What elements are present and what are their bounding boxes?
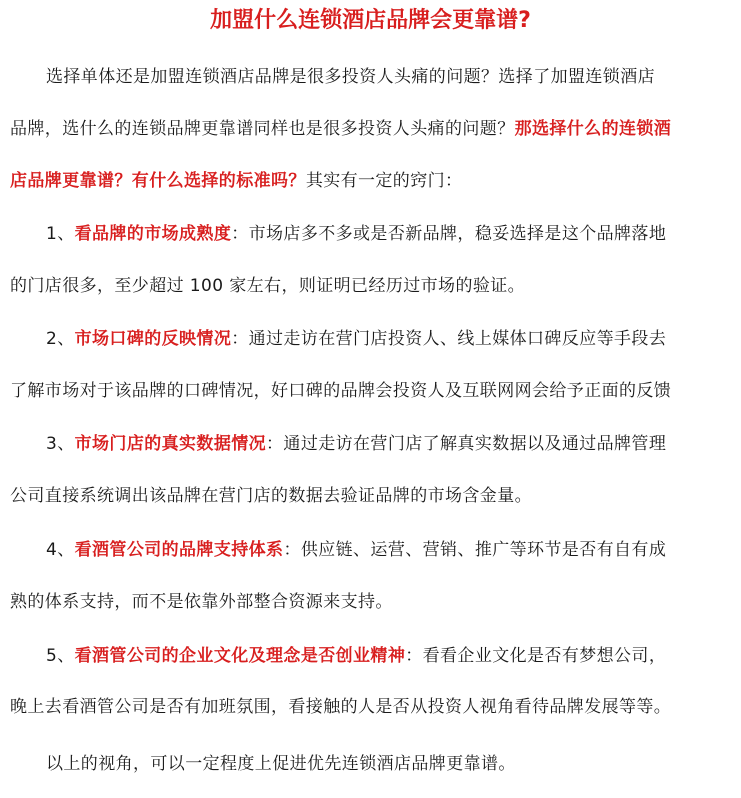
item-5-line-2 (10, 694, 735, 720)
item-text: 公司直接系统调出该品牌在营门店的数据去验证品牌的市场含金量。 (10, 486, 532, 506)
item-1-line-1 (46, 221, 736, 247)
item-number: 5、 (46, 646, 75, 666)
item-4-line-2 (10, 589, 735, 615)
item-number: 1、 (46, 224, 75, 244)
item-3-line-2 (10, 483, 735, 509)
item-5-line-1 (46, 643, 736, 669)
intro-line-1 (46, 64, 736, 90)
item-1-line-2 (10, 273, 735, 299)
item-text: ：通过走访在营门店了解真实数据以及通过品牌管理 (266, 434, 667, 454)
item-heading: 看品牌的市场成熟度 (74, 224, 232, 244)
item-4-line-1 (46, 537, 736, 563)
intro-line-2 (10, 116, 735, 142)
item-heading: 市场口碑的反映情况 (74, 329, 232, 349)
item-text: ：通过走访在营门店投资人、线上媒体口碑反应等手段去 (231, 329, 667, 349)
conclusion (46, 751, 736, 777)
item-heading: 看酒管公司的企业文化及理念是否创业精神 (74, 646, 406, 666)
intro-text: 品牌，选什么的连锁品牌更靠谱同样也是很多投资人头痛的问题？ (10, 119, 515, 139)
intro-highlight: 那选择什么的连锁酒 (514, 119, 672, 139)
item-text: 的门店很多，至少超过 100 家左右，则证明已经历过市场的验证。 (10, 276, 526, 296)
item-number: 3、 (46, 434, 75, 454)
item-heading: 看酒管公司的品牌支持体系 (74, 540, 284, 560)
item-text: 熟的体系支持，而不是依靠外部整合资源来支持。 (10, 592, 393, 612)
item-heading: 市场门店的真实数据情况 (74, 434, 267, 454)
item-number: 4、 (46, 540, 75, 560)
intro-highlight: 店品牌更靠谱？有什么选择的标准吗？ (10, 171, 306, 191)
item-2-line-2 (10, 378, 735, 404)
item-3-line-1 (46, 431, 736, 457)
item-text: 了解市场对于该品牌的口碑情况，好口碑的品牌会投资人及互联网网会给予正面的反馈 (10, 381, 672, 401)
intro-text: 其实有一定的窍门： (305, 171, 463, 191)
intro-text: 选择单体还是加盟连锁酒店品牌是很多投资人头痛的问题？选择了加盟连锁酒店 (46, 67, 655, 87)
intro-line-3 (10, 168, 735, 194)
item-number: 2、 (46, 329, 75, 349)
article-title: 加盟什么连锁酒店品牌会更靠谱? (210, 8, 531, 33)
item-text: ：市场店多不多或是否新品牌，稳妥选择是这个品牌落地 (231, 224, 667, 244)
item-text: ：供应链、运营、营销、推广等环节是否有自有成 (283, 540, 667, 560)
item-text: 晚上去看酒管公司是否有加班氛围，看接触的人是否从投资人视角看待品牌发展等等。 (10, 697, 672, 717)
item-text: ：看看企业文化是否有梦想公司， (405, 646, 667, 666)
conclusion-text: 以上的视角，可以一定程度上促进优先连锁酒店品牌更靠谱。 (46, 754, 516, 774)
item-2-line-1 (46, 326, 736, 352)
